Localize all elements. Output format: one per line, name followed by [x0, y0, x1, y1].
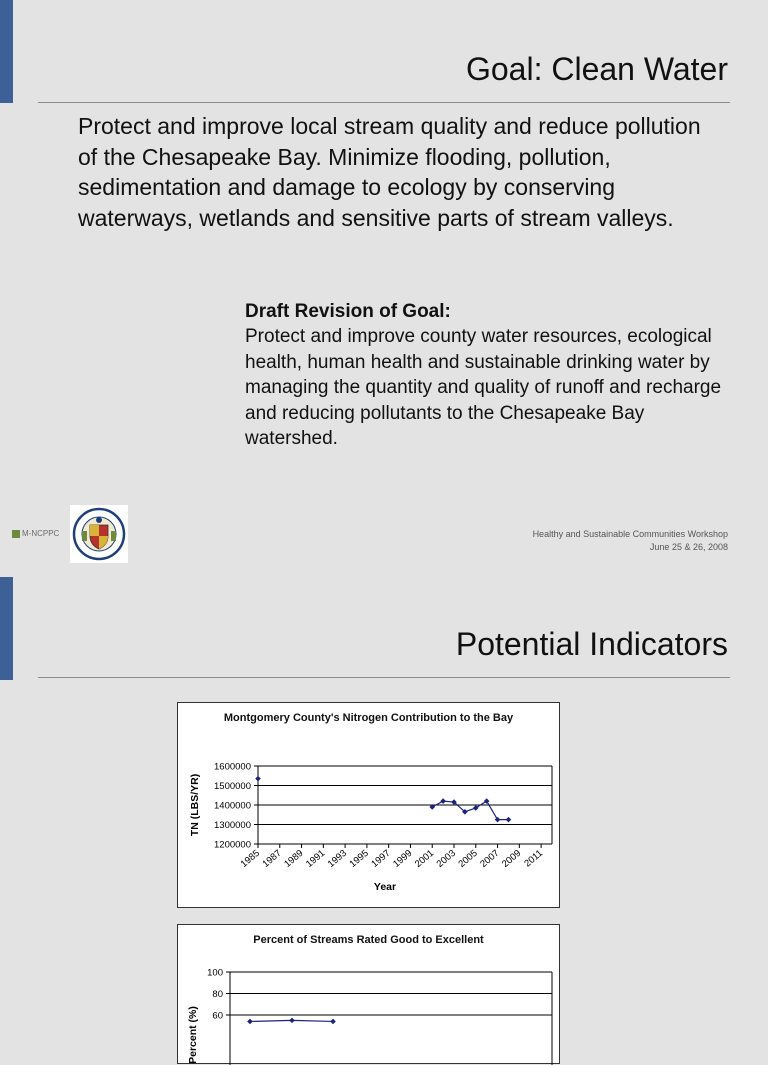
- draft-revision-block: [245, 299, 725, 452]
- title-divider: [38, 677, 730, 678]
- nitrogen-chart-plot: [178, 703, 559, 907]
- data-point: [473, 805, 479, 811]
- mncppc-logo-text: M-NCPPC: [22, 529, 60, 538]
- y-tick-label: 100: [207, 967, 223, 979]
- y-tick-label: 1500000: [214, 781, 251, 792]
- y-tick-label: 60: [212, 1010, 223, 1022]
- x-tick-label: 1991: [303, 847, 328, 870]
- footer-line-event: Healthy and Sustainable Communities Workshop: [532, 529, 728, 539]
- accent-bar: [0, 577, 13, 680]
- draft-body: Protect and improve county water resources, ecological health, human health and sustainable drinking water by managing the quantity and quality of runoff and recharge and reducing pollutants to the Chesapeake Bay watershed.: [245, 326, 722, 449]
- x-tick-label: 2005: [456, 847, 480, 870]
- x-tick-label: 1997: [369, 847, 393, 870]
- x-tick-label: 1999: [391, 847, 415, 870]
- data-point: [289, 1018, 295, 1024]
- x-tick-label: 2003: [434, 847, 458, 870]
- x-tick-label: 2001: [412, 847, 437, 870]
- footer-credits: [533, 528, 728, 554]
- mncppc-mark-icon: [12, 530, 20, 538]
- y-axis-label: TN (LBS/YR): [189, 773, 201, 837]
- title-divider: [38, 102, 730, 103]
- x-tick-label: 1987: [260, 847, 284, 870]
- montgomery-county-seal-icon: [70, 505, 128, 563]
- y-tick-label: 1300000: [214, 820, 251, 831]
- x-tick-label: 2009: [499, 847, 524, 870]
- x-tick-label: 2011: [522, 847, 546, 870]
- y-tick-label: 80: [212, 989, 223, 1000]
- x-tick-label: 1985: [238, 847, 262, 870]
- data-point: [247, 1019, 253, 1025]
- x-tick-label: 1989: [282, 847, 306, 870]
- data-point: [495, 817, 501, 823]
- streams-chart: [177, 924, 560, 1064]
- accent-bar: [0, 0, 13, 103]
- chart-title: Montgomery County's Nitrogen Contribution to the Bay: [223, 712, 514, 724]
- x-tick-label: 1995: [347, 847, 371, 870]
- slide-title: Goal: Clean Water: [465, 51, 728, 87]
- data-point: [506, 817, 512, 823]
- nitrogen-chart: [177, 702, 560, 908]
- y-tick-label: 1600000: [214, 761, 251, 773]
- series-line: [432, 801, 508, 820]
- mncppc-logo: [12, 529, 59, 538]
- x-axis-label: Year: [373, 881, 397, 893]
- slide-potential-indicators: [0, 577, 768, 1064]
- data-point: [440, 798, 446, 804]
- data-point: [484, 798, 490, 804]
- x-tick-label: 2007: [478, 847, 502, 870]
- y-tick-label: 1200000: [214, 839, 251, 851]
- slide-title: Potential Indicators: [455, 626, 728, 662]
- streams-chart-plot: [178, 925, 559, 1065]
- x-tick-label: 1993: [325, 847, 350, 870]
- footer-line-date: June 25 & 26, 2008: [649, 542, 728, 552]
- draft-heading: Draft Revision of Goal:: [245, 301, 451, 322]
- data-point: [255, 776, 261, 782]
- data-point: [330, 1019, 336, 1025]
- chart-title: Percent of Streams Rated Good to Excellent: [253, 934, 484, 946]
- y-tick-label: 1400000: [214, 800, 251, 812]
- goal-statement: Protect and improve local stream quality and reduce pollution of the Chesapeake Bay. Minimize flooding, pollution, sedimentation and damage to ecology by conserving waterways, wetlands and sensitive parts of stream valleys.: [78, 113, 701, 231]
- y-axis-label: Percent (%): [187, 1006, 199, 1064]
